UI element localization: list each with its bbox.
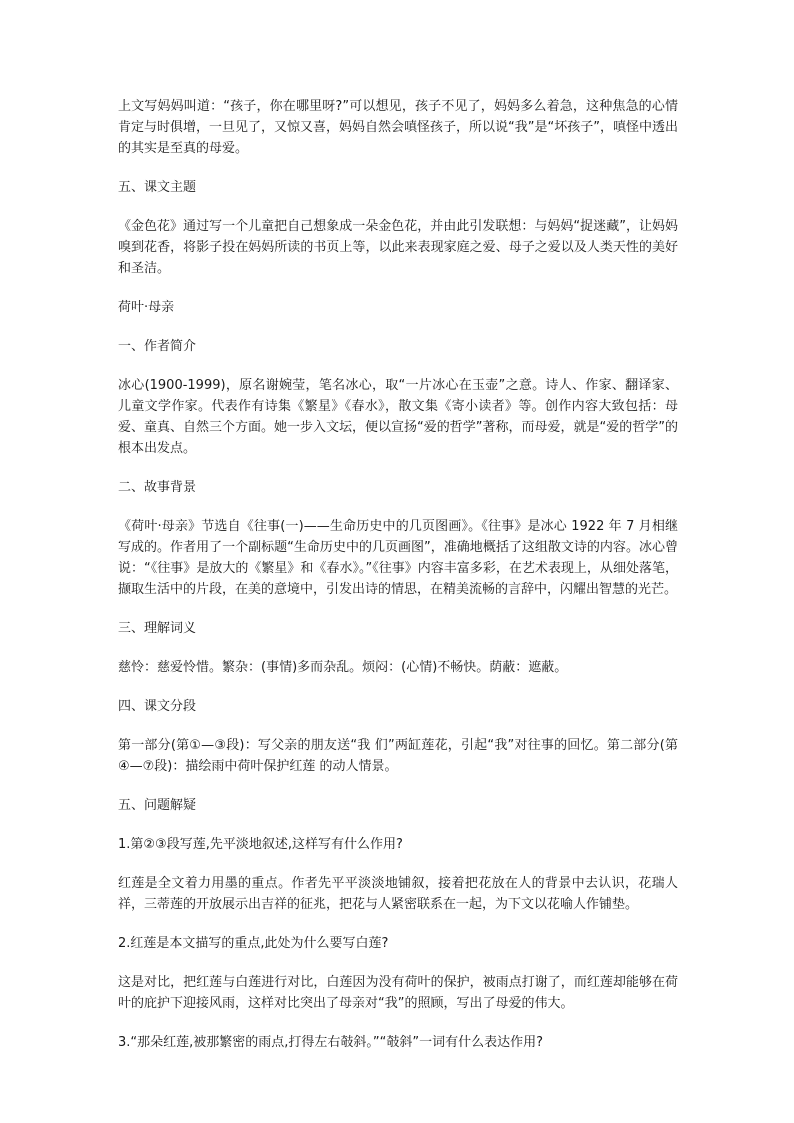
heading-vocabulary: 三、理解词义 — [118, 621, 197, 636]
spacer — [118, 318, 678, 336]
heading-sections: 四、课文分段 — [118, 699, 197, 714]
spacer — [118, 777, 678, 795]
spacer — [118, 357, 678, 375]
paragraph-vocabulary: 慈怜：慈爱怜惜。繁杂：(事情)多而杂乱。烦闷：(心情)不畅快。荫蔽：遮蔽。 — [118, 660, 568, 675]
spacer — [118, 198, 678, 216]
spacer — [118, 279, 678, 297]
paragraph-background: 《荷叶·母亲》节选自《往事(一)——生命历史中的几页图画》。《往事》是冰心 1922 年 7 月相继写成的。作者用了一个副标题“生命历史中的几页画图”，准确地概括了这组散文诗的内容。冰心曾说：“《往事》是放大的《繁星》和《春水》。”《往事》内容丰富多彩，在艺术表现上，从细处落笔，撷取生活中的片段，在美的意境中，引发出诗的情思，在精美流畅的言辞中，闪耀出智慧的光芒。 — [118, 519, 678, 597]
spacer — [118, 915, 678, 933]
spacer — [118, 717, 678, 735]
heading-questions: 五、问题解疑 — [118, 798, 197, 813]
heading-background: 二、故事背景 — [118, 480, 197, 495]
answer-2: 这是对比，把红莲与白莲进行对比，白莲因为没有荷叶的保护，被雨点打谢了，而红莲却能够在荷叶的庇护下迎接风雨，这样对比突出了母亲对“我”的照顾，写出了母爱的伟大。 — [118, 975, 678, 1011]
spacer — [118, 459, 678, 477]
spacer — [118, 498, 678, 516]
paragraph-author: 冰心(1900-1999)，原名谢婉莹，笔名冰心，取“一片冰心在玉壶”之意。诗人、作家、翻译家、儿童文学作家。代表作有诗集《繁星》《春水》，散文集《寄小读者》等。创作内容大致包括：母爱、童真、自然三个方面。她一步入文坛，便以宣扬“爱的哲学”著称，而母爱，就是“爱的哲学”的根本出发点。 — [118, 378, 678, 456]
answer-1: 红莲是全文着力用墨的重点。作者先平平淡淡地铺叙，接着把花放在人的背景中去认识，花瑞人祥，三蒂莲的开放展示出吉祥的征兆，把花与人紧密联系在一起，为下文以花喻人作铺垫。 — [118, 876, 678, 912]
paragraph-theme: 《金色花》通过写一个儿童把自己想象成一朵金色花，并由此引发联想：与妈妈“捉迷藏”，让妈妈嗅到花香，将影子投在妈妈所读的书页上等，以此来表现家庭之爱、母子之爱以及人类天性的美好和圣洁。 — [118, 219, 678, 276]
document-page — [118, 96, 678, 1053]
paragraph-sections: 第一部分(第①—③段)：写父亲的朋友送“我 们”两缸莲花，引起“我”对往事的回忆。第二部分(第④—⑦段)：描绘雨中荷叶保护红莲 的动人情景。 — [118, 738, 678, 774]
spacer — [118, 954, 678, 972]
question-3: 3.“那朵红莲,被那繁密的雨点,打得左右攲斜。”“攲斜”一词有什么表达作用? — [118, 1035, 544, 1050]
spacer — [118, 678, 678, 696]
spacer — [118, 816, 678, 834]
heading-author: 一、作者简介 — [118, 339, 197, 354]
spacer — [118, 600, 678, 618]
spacer — [118, 855, 678, 873]
spacer — [118, 639, 678, 657]
spacer — [118, 1014, 678, 1032]
paragraph-mother-scolding: 上文写妈妈叫道：“孩子，你在哪里呀?”可以想见，孩子不见了，妈妈多么着急，这种焦急的心情肯定与时俱增，一旦见了，又惊又喜，妈妈自然会嗔怪孩子，所以说“我”是“坏孩子”，嗔怪中透出的其实是至真的母爱。 — [118, 99, 678, 156]
lesson-title: 荷叶·母亲 — [118, 300, 175, 315]
question-1: 1.第②③段写莲,先平淡地叙述,这样写有什么作用? — [118, 837, 403, 852]
question-2: 2.红莲是本文描写的重点,此处为什么要写白莲? — [118, 936, 389, 951]
heading-theme: 五、课文主题 — [118, 180, 197, 195]
spacer — [118, 159, 678, 177]
